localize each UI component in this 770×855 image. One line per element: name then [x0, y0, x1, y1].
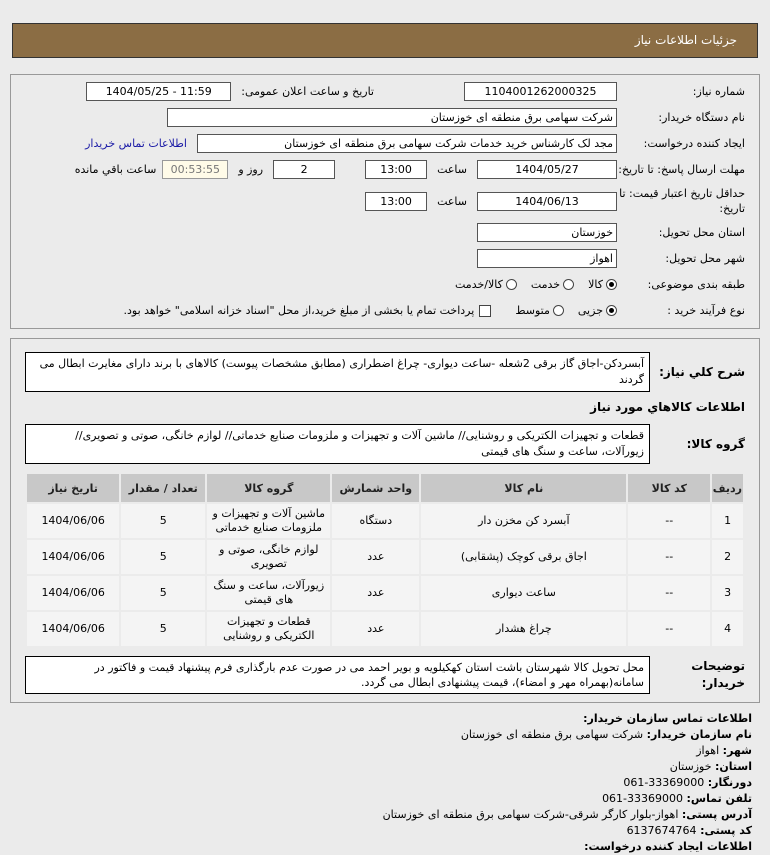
category-radio-service[interactable]	[563, 279, 574, 290]
cell-goods-group: زیورآلات، ساعت و سنگ های قیمتی	[207, 576, 330, 610]
cell-need-date: 1404/06/06	[27, 576, 119, 610]
page-header	[12, 23, 758, 58]
details-panel	[10, 338, 760, 703]
table-row	[27, 612, 743, 646]
deadline-time-label: ساعت	[437, 163, 467, 176]
goods-table	[25, 472, 745, 648]
creator-row	[25, 134, 745, 153]
cell-row-number: 3	[712, 576, 743, 610]
contact-city-label: شهر:	[722, 744, 752, 757]
city-label: شهر محل تحویل:	[665, 252, 745, 265]
province-row	[25, 223, 745, 242]
cell-goods-name: چراغ هشدار	[421, 612, 626, 646]
buyer-contact-section	[0, 703, 770, 855]
buyer-notes-box: محل تحویل کالا شهرستان باشت استان کهکیلویه و بویر احمد می در صورت عدم بارگذاری فرم پیشنهاد قیمت و فاکتور در سامانه(بهمراه مهر و امضاء)، قیمت پیشنهادی ابطال می گردد.	[25, 656, 650, 694]
phone-label: تلفن تماس:	[686, 792, 752, 805]
cell-unit: دستگاه	[332, 504, 419, 538]
creator-field[interactable]: مجد لک کارشناس خرید خدمات شرکت سهامی برق منطقه ای خوزستان	[197, 134, 617, 153]
page-title: جزئیات اطلاعات نیاز	[634, 33, 737, 47]
announce-label: تاریخ و ساعت اعلان عمومی:	[241, 85, 374, 98]
postal-value: 6137674764	[626, 824, 697, 837]
buyer-notes-row	[25, 656, 745, 694]
validity-date-field[interactable]: 1404/06/13	[477, 192, 617, 211]
cell-goods-code: --	[628, 612, 710, 646]
category-option-both: کالا/خدمت	[455, 278, 503, 291]
goods-group-label: گروه کالا:	[686, 436, 745, 451]
address-label: آدرس پستی:	[681, 808, 752, 821]
validity-time-field[interactable]: 13:00	[365, 192, 427, 211]
deadline-row	[25, 160, 745, 179]
creator-label: ایجاد کننده درخواست:	[643, 137, 745, 150]
cell-need-date: 1404/06/06	[27, 504, 119, 538]
cell-goods-name: آبسرد کن مخزن دار	[421, 504, 626, 538]
category-radio-both[interactable]	[506, 279, 517, 290]
cell-goods-group: ماشین آلات و تجهیزات و ملزومات صنایع خدماتی	[207, 504, 330, 538]
goods-section-title: اطلاعات كالاهاي مورد نياز	[590, 400, 745, 414]
col-unit: واحد شمارش	[332, 474, 419, 502]
contact-city-value: اهواز	[696, 744, 720, 757]
table-row	[27, 504, 743, 538]
org-label: نام سازمان خریدار:	[646, 728, 752, 741]
creator-contact-title: اطلاعات ایجاد کننده درخواست:	[584, 840, 752, 853]
description-row	[25, 352, 745, 392]
address-value: اهواز-بلوار کارگر شرقی-شرکت سهامی برق منطقه ای خوزستان	[382, 808, 679, 821]
cell-goods-name: اجاق برقی کوچک (پشقابی)	[421, 540, 626, 574]
cell-goods-group: قطعات و تجهیزات الکتریکی و روشنایی	[207, 612, 330, 646]
cell-goods-code: --	[628, 576, 710, 610]
category-radio-goods[interactable]	[606, 279, 617, 290]
cell-need-date: 1404/06/06	[27, 612, 119, 646]
category-label: طبقه بندی موضوعی:	[647, 278, 745, 291]
description-label: شرح کلي نياز:	[659, 364, 745, 379]
remaining-time-field: 00:53:55	[162, 160, 228, 179]
cell-goods-code: --	[628, 540, 710, 574]
buyer-notes-label: توضیحات خریدار:	[691, 659, 745, 690]
deadline-date-field[interactable]: 1404/05/27	[477, 160, 617, 179]
buyer-contact-link[interactable]: اطلاعات تماس خریدار	[85, 137, 187, 150]
table-header-row	[27, 474, 743, 502]
treasury-payment-note: پرداخت تمام یا بخشی از مبلغ خرید،از محل "اسناد خزانه اسلامی" خواهد بود.	[123, 304, 475, 317]
buyer-row	[25, 108, 745, 127]
process-radio-minor[interactable]	[606, 305, 617, 316]
cell-goods-name: ساعت دیواری	[421, 576, 626, 610]
col-goods-group: گروه کالا	[207, 474, 330, 502]
table-row	[27, 576, 743, 610]
cell-need-date: 1404/06/06	[27, 540, 119, 574]
contact-title: اطلاعات تماس سازمان خریدار:	[583, 712, 752, 725]
fax-value: 061-33369000	[623, 776, 705, 789]
cell-row-number: 2	[712, 540, 743, 574]
contact-province-label: استان:	[715, 760, 752, 773]
city-row	[25, 249, 745, 268]
need-number-label: شماره نیاز:	[692, 85, 745, 98]
contact-province-value: خوزستان	[669, 760, 712, 773]
province-field[interactable]: خوزستان	[477, 223, 617, 242]
goods-group-box: قطعات و تجهیزات الکتریکی و روشنایی// ماشین آلات و تجهیزات و ملزومات صنایع خدماتی// لوازم خانگی، صوتی و تصویری// زیورآلات، ساعت و سنگ های قیمتی	[25, 424, 650, 464]
cell-unit: عدد	[332, 540, 419, 574]
table-row	[27, 540, 743, 574]
need-number-field[interactable]: 1104001262000325	[464, 82, 617, 101]
process-option-medium: متوسط	[515, 304, 550, 317]
cell-unit: عدد	[332, 576, 419, 610]
process-label: نوع فرآیند خرید :	[667, 304, 745, 317]
province-label: استان محل تحویل:	[658, 226, 745, 239]
days-label: روز و	[238, 163, 264, 176]
remaining-label: ساعت باقي مانده	[74, 163, 157, 176]
phone-value: 061-33369000	[602, 792, 684, 805]
col-goods-code: کد کالا	[628, 474, 710, 502]
validity-label: حداقل تاریخ اعتبار قیمت: تا تاریخ:	[619, 187, 745, 215]
cell-quantity: 5	[121, 540, 205, 574]
validity-row	[25, 186, 745, 216]
col-quantity: تعداد / مقدار	[121, 474, 205, 502]
cell-row-number: 4	[712, 612, 743, 646]
col-goods-name: نام کالا	[421, 474, 626, 502]
cell-quantity: 5	[121, 576, 205, 610]
cell-quantity: 5	[121, 612, 205, 646]
validity-time-label: ساعت	[437, 194, 467, 208]
fax-label: دورنگار:	[707, 776, 752, 789]
cell-row-number: 1	[712, 504, 743, 538]
buyer-label: نام دستگاه خریدار:	[658, 111, 745, 124]
need-number-row	[25, 82, 745, 101]
process-radio-medium[interactable]	[553, 305, 564, 316]
deadline-label: مهلت ارسال پاسخ: تا تاریخ:	[618, 163, 745, 176]
goods-group-row	[25, 424, 745, 464]
cell-quantity: 5	[121, 504, 205, 538]
need-info-panel	[10, 74, 760, 329]
city-field[interactable]: اهواز	[477, 249, 617, 268]
category-option-service: خدمت	[530, 278, 561, 291]
col-need-date: تاریخ نیاز	[27, 474, 119, 502]
buyer-field[interactable]: شرکت سهامی برق منطقه ای خوزستان	[167, 108, 617, 127]
org-value: شرکت سهامی برق منطقه ای خوزستان	[460, 728, 644, 741]
cell-unit: عدد	[332, 612, 419, 646]
treasury-payment-checkbox[interactable]	[479, 305, 491, 317]
category-row	[25, 275, 745, 294]
col-row-number: رديف	[712, 474, 743, 502]
days-field[interactable]: 2	[273, 160, 335, 179]
deadline-time-field[interactable]: 13:00	[365, 160, 427, 179]
cell-goods-group: لوازم خانگی، صوتی و تصویری	[207, 540, 330, 574]
process-option-minor: جزیی	[577, 304, 603, 317]
cell-goods-code: --	[628, 504, 710, 538]
announce-field[interactable]: 1404/05/25 - 11:59	[86, 82, 231, 101]
category-option-goods: کالا	[588, 278, 603, 291]
process-row	[25, 301, 745, 320]
postal-label: کد پستی:	[700, 824, 752, 837]
description-box: آبسردکن-اجاق گاز برقی 2شعله -ساعت دیواری- چراغ اضطراری (مطابق مشخصات پیوست) کالاهای با برند دارای مغایرت ابطال می گردند	[25, 352, 650, 392]
